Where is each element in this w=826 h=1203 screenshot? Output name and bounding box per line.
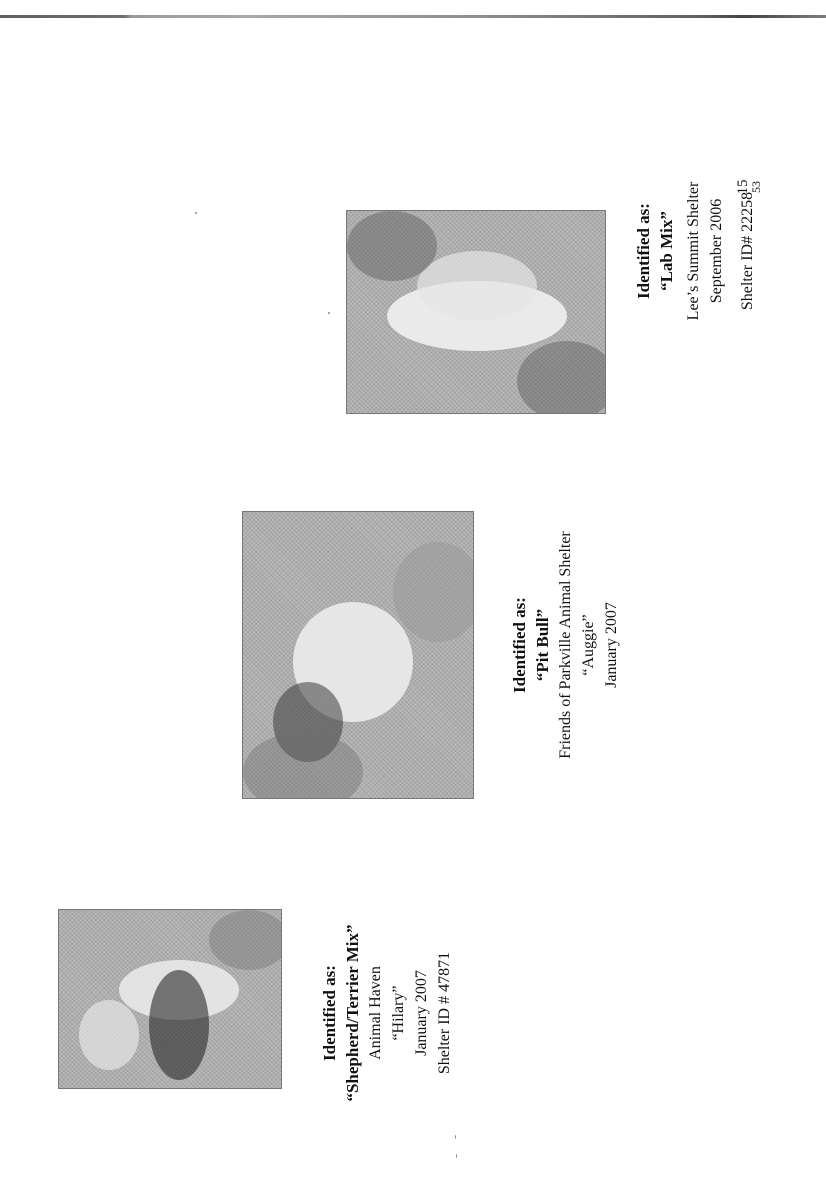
dog-photo-lab-mix: [346, 210, 606, 414]
caption-pit-bull: Identified as: “Pit Bull” Friends of Parkville Animal Shelter “Auggie” January 2007: [510, 531, 620, 759]
scan-speck: [195, 212, 197, 214]
scan-speck: [455, 1135, 456, 1139]
scan-speck: [328, 312, 330, 314]
dog-photo-pit-bull: [242, 511, 474, 799]
scan-speck: [456, 1154, 457, 1158]
caption-lab-mix: Identified as: “Lab Mix” Lee’s Summit Shelter September 2006 Shelter ID# 22258: [634, 181, 756, 321]
dog-photo-shepherd-terrier-mix: [58, 909, 282, 1089]
scan-edge-line: [0, 15, 826, 18]
page-number: 15 53: [735, 179, 763, 195]
caption-shepherd-terrier-mix: Identified as: “Shepherd/Terrier Mix” Animal Haven “Hilary” January 2007 Shelter ID # 47871: [320, 924, 453, 1102]
